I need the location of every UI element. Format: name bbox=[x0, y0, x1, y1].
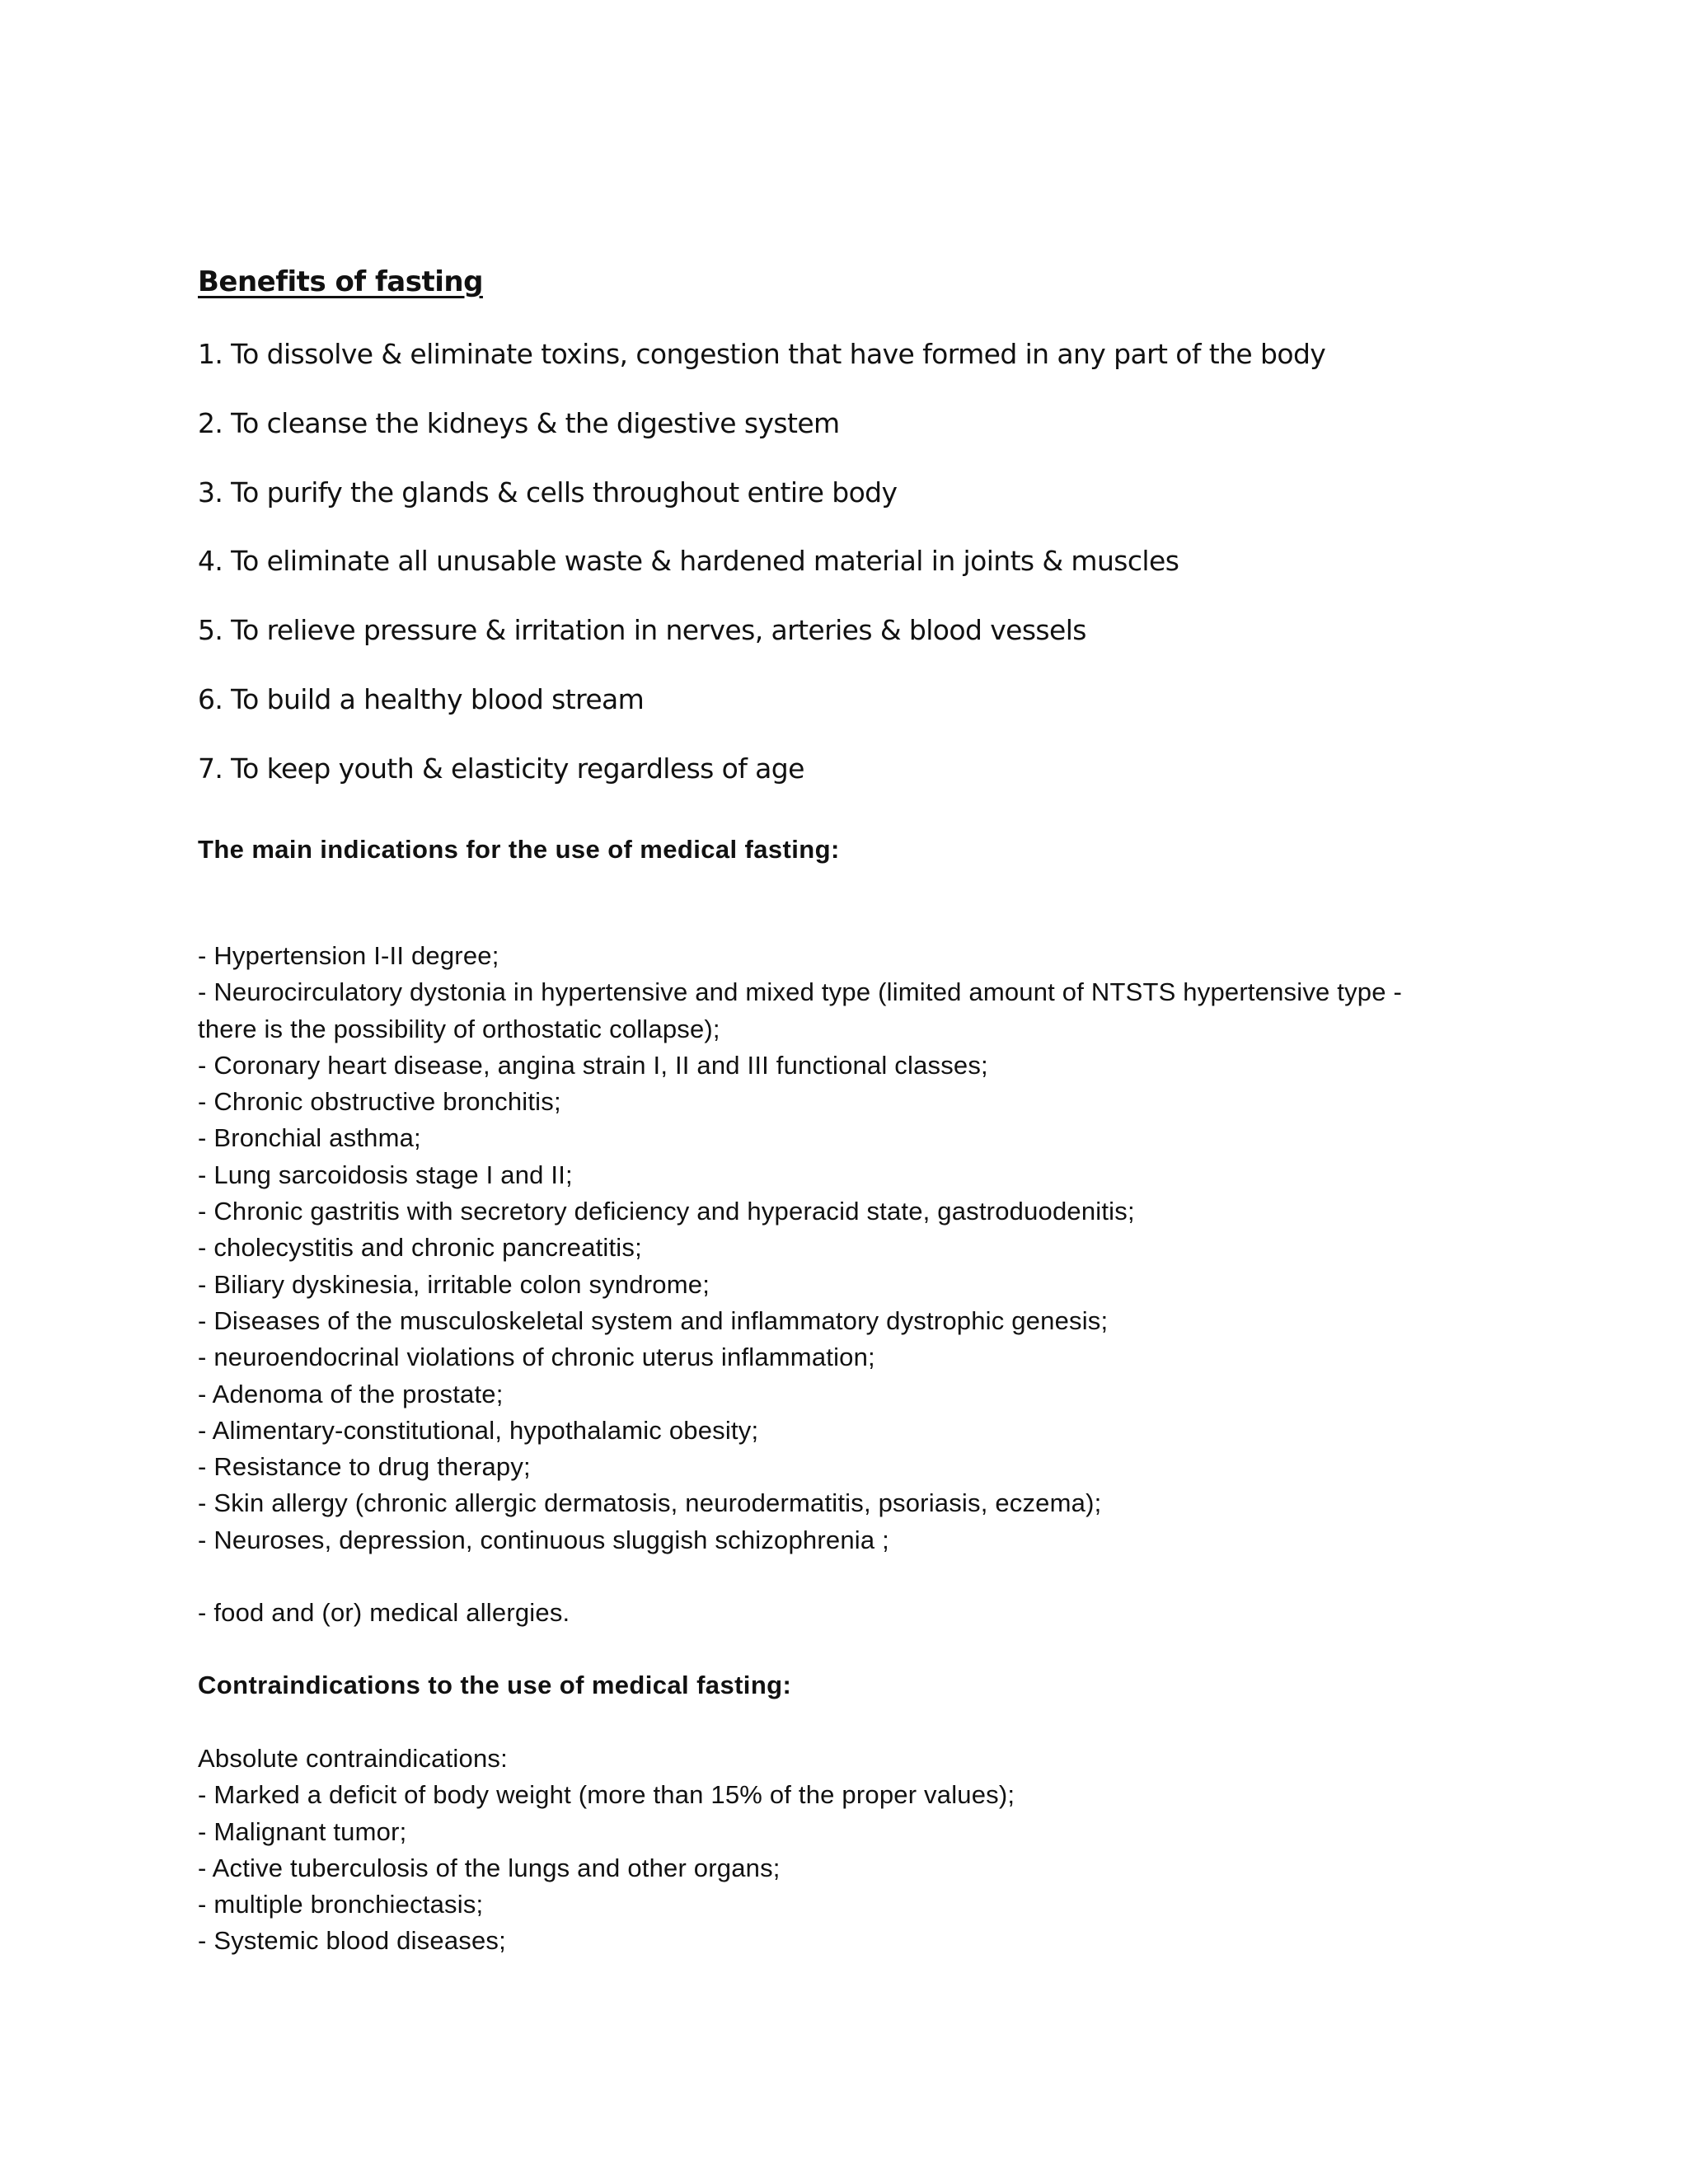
contraindications-list bbox=[198, 1741, 1500, 1960]
list-item: - Hypertension I-II degree; bbox=[198, 941, 499, 970]
list-item: - Chronic obstructive bronchitis; bbox=[198, 1087, 561, 1117]
list-item: - Diseases of the musculoskeletal system and inflammatory dystrophic genesis; bbox=[198, 1305, 1109, 1335]
list-item: - Adenoma of the prostate; bbox=[198, 1379, 504, 1408]
list-item: - Biliary dyskinesia, irritable colon syndrome; bbox=[198, 1269, 710, 1299]
benefit-item: 7. To keep youth & elasticity regardless of age bbox=[198, 752, 804, 785]
list-item: - Resistance to drug therapy; bbox=[198, 1452, 531, 1482]
list-item: - Lung sarcoidosis stage I and II; bbox=[198, 1160, 573, 1189]
list-item: - multiple bronchiectasis; bbox=[198, 1890, 484, 1919]
list-item: - Alimentary-constitutional, hypothalamic obesity; bbox=[198, 1415, 759, 1445]
benefits-heading: Benefits of fasting bbox=[198, 265, 483, 298]
contraindications-heading: Contraindications to the use of medical fasting: bbox=[198, 1671, 792, 1699]
list-item: - Neurocirculatory dystonia in hypertensive and mixed type (limited amount of NTSTS hypertensive type - bbox=[198, 977, 1403, 1007]
list-item: - Bronchial asthma; bbox=[198, 1123, 421, 1153]
benefit-item: 1. To dissolve & eliminate toxins, congestion that have formed in any part of the body bbox=[198, 338, 1326, 370]
list-item: - Systemic blood diseases; bbox=[198, 1926, 506, 1956]
list-item: - Chronic gastritis with secretory deficiency and hyperacid state, gastroduodenitis; bbox=[198, 1197, 1135, 1226]
benefit-item: 3. To purify the glands & cells throughout entire body bbox=[198, 476, 898, 509]
benefit-item: 2. To cleanse the kidneys & the digestive system bbox=[198, 407, 840, 439]
benefit-item: 4. To eliminate all unusable waste & hardened material in joints & muscles bbox=[198, 545, 1179, 577]
list-item: - cholecystitis and chronic pancreatitis; bbox=[198, 1233, 642, 1263]
benefit-item: 5. To relieve pressure & irritation in nerves, arteries & blood vessels bbox=[198, 614, 1086, 646]
indications-list bbox=[198, 938, 1500, 1631]
list-item: - Skin allergy (chronic allergic dermatosis, neurodermatitis, psoriasis, eczema); bbox=[198, 1488, 1102, 1518]
list-item: - neuroendocrinal violations of chronic uterus inflammation; bbox=[198, 1343, 875, 1372]
benefit-item: 6. To build a healthy blood stream bbox=[198, 683, 645, 715]
list-item: - Active tuberculosis of the lungs and other organs; bbox=[198, 1853, 781, 1882]
spacer bbox=[198, 1558, 1500, 1595]
list-item: - Coronary heart disease, angina strain I, II and III functional classes; bbox=[198, 1050, 988, 1080]
list-item: - Marked a deficit of body weight (more than 15% of the proper values); bbox=[198, 1780, 1015, 1810]
list-item: - Malignant tumor; bbox=[198, 1816, 407, 1846]
list-item: there is the possibility of orthostatic collapse); bbox=[198, 1014, 720, 1043]
list-item: Absolute contraindications: bbox=[198, 1744, 508, 1773]
list-item: - food and (or) medical allergies. bbox=[198, 1598, 570, 1628]
list-item: - Neuroses, depression, continuous sluggish schizophrenia ; bbox=[198, 1525, 889, 1554]
indications-heading: The main indications for the use of medical fasting: bbox=[198, 835, 840, 864]
